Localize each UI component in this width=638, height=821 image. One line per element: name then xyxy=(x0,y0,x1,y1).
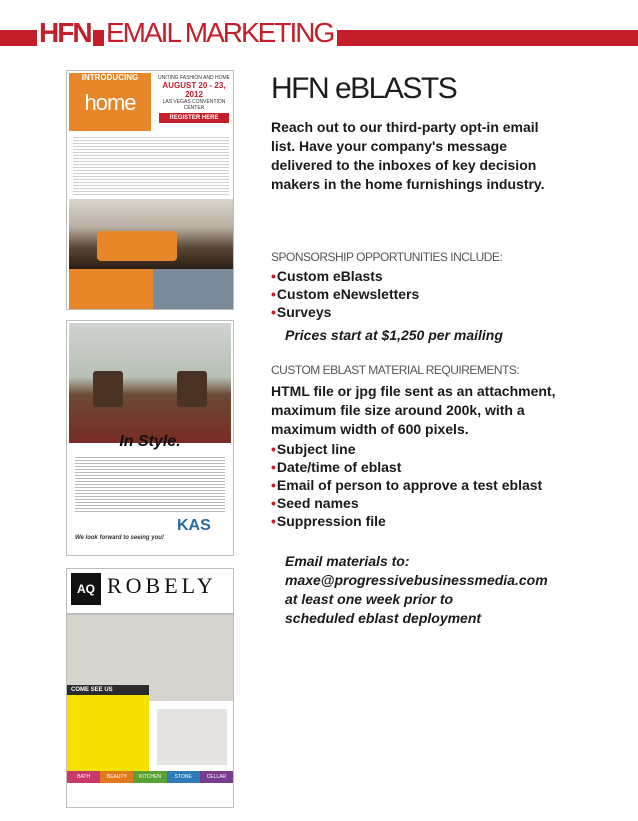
list-item: • Subject line xyxy=(271,440,542,458)
ad2-chair-image xyxy=(177,371,207,407)
ad2-logo: KAS xyxy=(177,517,211,534)
ad2-headline: In Style. xyxy=(119,433,181,450)
ad3-strip-item: KITCHEN xyxy=(133,771,166,783)
ad3-brand-name: ROBELY xyxy=(107,573,217,598)
email-note-line: at least one week prior to xyxy=(285,591,454,607)
list-item: • Custom eNewsletters xyxy=(271,285,419,303)
list-item: • Surveys xyxy=(271,303,419,321)
ad3-strip-item: STONE xyxy=(167,771,200,783)
list-item: • Seed names xyxy=(271,494,542,512)
sponsorship-list xyxy=(271,267,419,321)
ad3-category-strip xyxy=(67,771,233,783)
ad1-brand: home xyxy=(84,90,136,115)
ad3-strip-item: CELLAR xyxy=(200,771,233,783)
email-note-line: scheduled eblast deployment xyxy=(285,610,482,626)
ad-thumbnail-kas-rugs xyxy=(66,320,234,556)
ad1-footer-orange xyxy=(69,269,153,309)
requirements-heading: CUSTOM EBLAST MATERIAL REQUIREMENTS: xyxy=(271,363,520,377)
hfn-logo: HFN xyxy=(39,17,91,48)
list-item: • Suppression file xyxy=(271,512,542,530)
email-note xyxy=(285,552,585,628)
ad1-body-text xyxy=(73,135,229,197)
ad3-strip-item: BEAUTY xyxy=(100,771,133,783)
ad1-footer xyxy=(69,269,233,309)
ad-thumbnail-sourcing-home xyxy=(66,70,234,310)
ad-thumbnail-aq-robely xyxy=(66,568,234,808)
ad1-intro-label: INTRODUCING xyxy=(81,73,139,82)
ad1-event-dates: AUGUST 20 - 23, 2012 xyxy=(162,81,226,99)
email-address[interactable]: maxe@progressivebusinessmedia.com xyxy=(285,572,548,588)
email-note-line: Email materials to: xyxy=(285,553,410,569)
ad1-venue: LAS VEGAS CONVENTION CENTER xyxy=(162,99,226,111)
ad2-chair-image xyxy=(93,371,123,407)
page-title: HFN eBLASTS xyxy=(271,72,457,105)
ad3-header xyxy=(67,569,233,615)
ad3-aq-logo: AQ xyxy=(71,573,101,605)
requirements-list xyxy=(271,440,542,530)
requirements-paragraph: HTML file or jpg file sent as an attachment, maximum file size around 200k, with a maximum width of 600 pixels. xyxy=(271,383,556,437)
intro-paragraph: Reach out to our third-party opt-in email list. Have your company's message delivered to the inboxes of key decision makers in the home furnishings industry. xyxy=(271,119,545,192)
ad3-event-box xyxy=(67,685,149,771)
ad3-rack-image xyxy=(157,709,227,765)
header-title: EMAIL MARKETING xyxy=(104,19,337,47)
ad3-banner: COME SEE US xyxy=(67,685,149,695)
list-item: • Date/time of eblast xyxy=(271,458,542,476)
sponsorship-heading: SPONSORSHIP OPPORTUNITIES INCLUDE: xyxy=(271,250,503,264)
ad1-register-banner: REGISTER HERE xyxy=(159,113,229,123)
price-note: Prices start at $1,250 per mailing xyxy=(285,327,503,343)
ad1-event-info xyxy=(155,75,233,125)
ad1-intro-block xyxy=(69,73,151,131)
ad1-sofa-image xyxy=(97,231,177,261)
list-item: • Email of person to approve a test eblast xyxy=(271,476,542,494)
ad1-event-title: UNITING FASHION AND HOME xyxy=(158,75,230,81)
ad2-body-text xyxy=(75,455,225,513)
list-item: • Custom eBlasts xyxy=(271,267,419,285)
ad2-footer: We look forward to seeing you! xyxy=(75,535,164,541)
ad3-strip-item: BATH xyxy=(67,771,100,783)
